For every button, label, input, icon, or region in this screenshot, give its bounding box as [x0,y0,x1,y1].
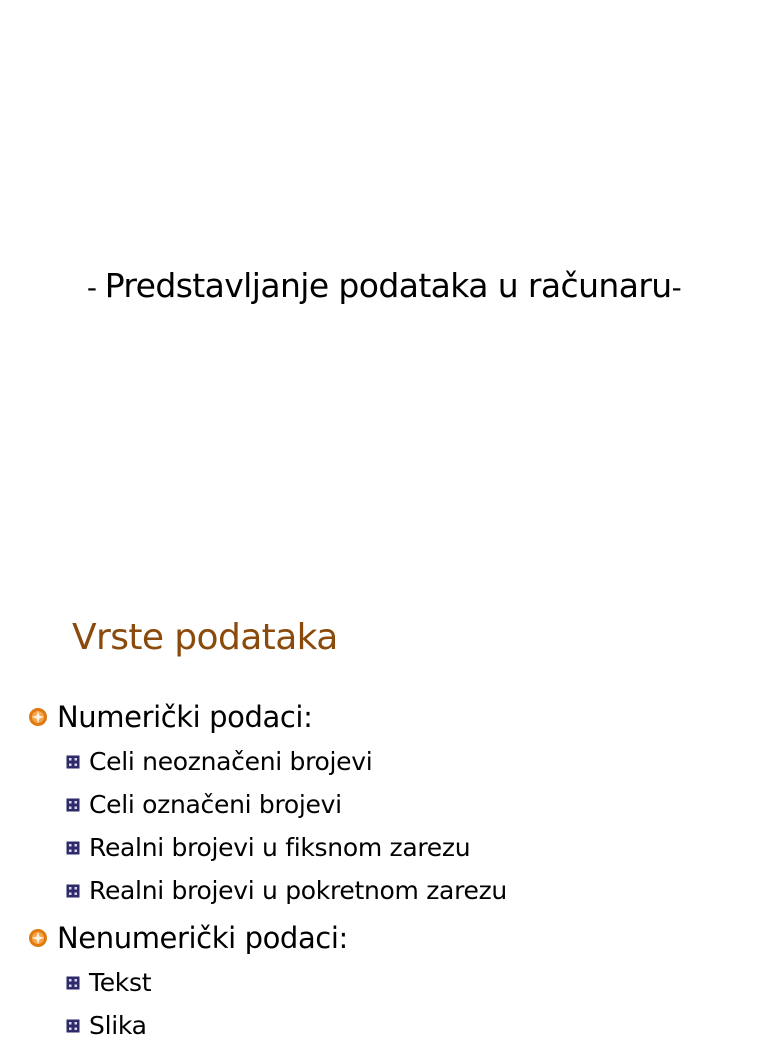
square-bullet-icon [66,755,80,769]
list-item-label: Nenumerički podaci: [57,921,348,955]
list-item-level2 [66,832,470,864]
orange-disc-bullet-icon [28,928,48,948]
title-suffix: - [671,271,682,304]
list-item-label: Realni brojevi u fiksnom zarezu [89,833,471,862]
square-bullet-icon [66,1019,80,1033]
slide-data-types [0,576,768,1040]
section-title: Vrste podataka [72,617,338,658]
list-item-level1 [28,920,348,956]
square-bullet-icon [66,841,80,855]
list-item-label: Tekst [89,968,152,997]
title-prefix: - [86,271,105,304]
list-item-level2 [66,1010,147,1042]
title-text: Predstavljanje podataka u računaru [104,266,672,305]
list-item-label: Slika [89,1011,147,1040]
list-item-label: Celi neoznačeni brojevi [89,747,373,776]
list-item-level2 [66,967,151,999]
square-bullet-icon [66,884,80,898]
list-item-level1 [28,699,312,735]
square-bullet-icon [66,976,80,990]
list-item-level2 [66,789,342,821]
orange-disc-bullet-icon [28,707,48,727]
list-item-level2 [66,746,372,778]
list-item-label: Celi označeni brojevi [89,790,342,819]
list-item-label: Realni brojevi u pokretnom zarezu [89,876,507,905]
list-item-level2 [66,875,507,907]
presentation-title [0,266,768,308]
list-item-label: Numerički podaci: [57,700,313,734]
square-bullet-icon [66,798,80,812]
